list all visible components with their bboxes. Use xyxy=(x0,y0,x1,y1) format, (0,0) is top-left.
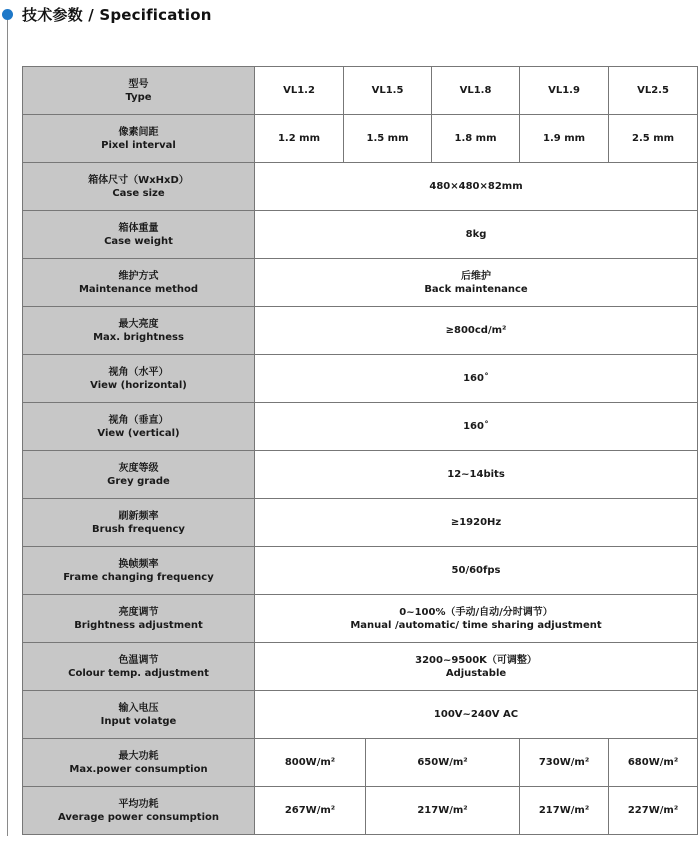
spec-table xyxy=(22,66,698,835)
row-label: 视角（水平） View (horizontal) xyxy=(23,355,255,403)
value-cell: 680W/m² xyxy=(609,739,698,787)
row-label: 像素间距 Pixel interval xyxy=(23,115,255,163)
value-cell: 1.9 mm xyxy=(520,115,609,163)
table-row xyxy=(23,499,698,547)
row-label: 亮度调节 Brightness adjustment xyxy=(23,595,255,643)
row-label: 箱体重量 Case weight xyxy=(23,211,255,259)
table-row xyxy=(23,211,698,259)
model-cell: VL1.5 xyxy=(344,67,432,115)
table-row xyxy=(23,307,698,355)
table-row xyxy=(23,595,698,643)
row-label: 箱体尺寸（WxHxD） Case size xyxy=(23,163,255,211)
page-title: 技术参数 / Specification xyxy=(22,6,212,24)
value-cell: ≥1920Hz xyxy=(255,499,698,547)
table-row xyxy=(23,787,698,835)
value-cell: 8kg xyxy=(255,211,698,259)
model-cell: VL1.8 xyxy=(432,67,520,115)
table-row xyxy=(23,403,698,451)
row-label: 灰度等级 Grey grade xyxy=(23,451,255,499)
table-row xyxy=(23,163,698,211)
value-cell: 2.5 mm xyxy=(609,115,698,163)
value-cell: 1.8 mm xyxy=(432,115,520,163)
row-label: 平均功耗 Average power consumption xyxy=(23,787,255,835)
row-label: 视角（垂直） View (vertical) xyxy=(23,403,255,451)
table-row xyxy=(23,643,698,691)
value-cell: 50/60fps xyxy=(255,547,698,595)
row-label: 换帧频率 Frame changing frequency xyxy=(23,547,255,595)
row-label: 最大功耗 Max.power consumption xyxy=(23,739,255,787)
row-label: 维护方式 Maintenance method xyxy=(23,259,255,307)
bullet-dot-icon xyxy=(2,9,13,20)
row-label: 刷新频率 Brush frequency xyxy=(23,499,255,547)
row-label: 最大亮度 Max. brightness xyxy=(23,307,255,355)
value-cell: 0~100%（手动/自动/分时调节） Manual /automatic/ time sharing adjustment xyxy=(255,595,698,643)
value-cell: 480×480×82mm xyxy=(255,163,698,211)
value-cell: 1.2 mm xyxy=(255,115,344,163)
table-row xyxy=(23,67,698,115)
model-cell: VL1.9 xyxy=(520,67,609,115)
value-cell: 217W/m² xyxy=(520,787,609,835)
value-cell: 100V~240V AC xyxy=(255,691,698,739)
value-cell: 1.5 mm xyxy=(344,115,432,163)
value-cell: 227W/m² xyxy=(609,787,698,835)
model-cell: VL2.5 xyxy=(609,67,698,115)
value-cell: 217W/m² xyxy=(366,787,520,835)
value-cell: 后维护 Back maintenance xyxy=(255,259,698,307)
value-cell: 267W/m² xyxy=(255,787,366,835)
table-row xyxy=(23,451,698,499)
table-row xyxy=(23,547,698,595)
table-row xyxy=(23,355,698,403)
value-cell: 650W/m² xyxy=(366,739,520,787)
row-label: 输入电压 Input volatge xyxy=(23,691,255,739)
model-cell: VL1.2 xyxy=(255,67,344,115)
value-cell: 160˚ xyxy=(255,403,698,451)
left-guide-line xyxy=(7,14,8,836)
value-cell: 160˚ xyxy=(255,355,698,403)
table-row xyxy=(23,259,698,307)
table-row xyxy=(23,739,698,787)
value-cell: 730W/m² xyxy=(520,739,609,787)
value-cell: 800W/m² xyxy=(255,739,366,787)
value-cell: 3200~9500K（可调整） Adjustable xyxy=(255,643,698,691)
value-cell: ≥800cd/m² xyxy=(255,307,698,355)
table-row xyxy=(23,691,698,739)
row-label: 色温调节 Colour temp. adjustment xyxy=(23,643,255,691)
row-label: 型号 Type xyxy=(23,67,255,115)
value-cell: 12~14bits xyxy=(255,451,698,499)
table-row xyxy=(23,115,698,163)
